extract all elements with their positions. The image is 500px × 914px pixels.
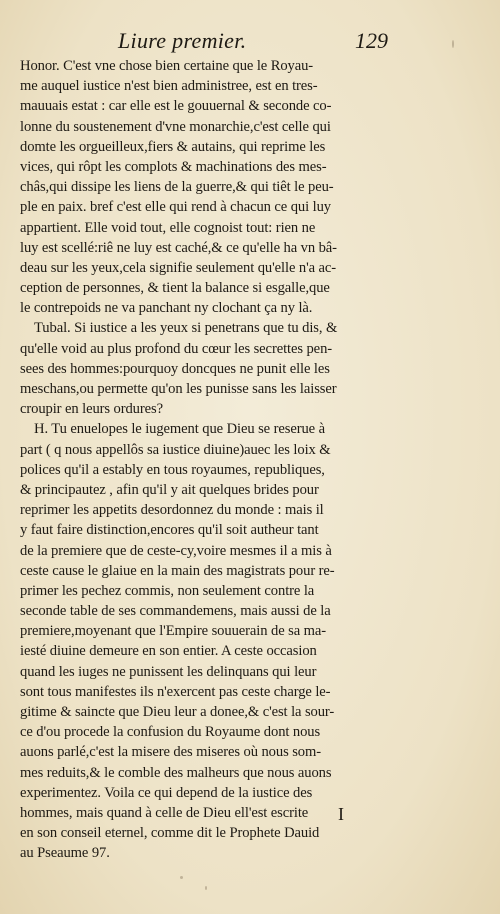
text-line: premiere,moyenant que l'Empire souuerain de sa ma- bbox=[20, 623, 327, 640]
running-title: Liure premier. bbox=[118, 28, 247, 53]
body-text bbox=[20, 56, 392, 864]
text-line: ce d'ou procede la confusion du Royaume dont nous bbox=[20, 724, 321, 741]
text-line: gitime & saincte que Dieu leur a donee,& c'est la sour- bbox=[20, 704, 335, 720]
page-number: 129 bbox=[355, 28, 388, 53]
catchword: I bbox=[338, 804, 344, 824]
text-line: ple en paix. bref c'est elle qui rend à chacun ce qui luy bbox=[20, 199, 331, 216]
text-line: châs,qui dissipe les liens de la guerre,& qui tiêt le peu- bbox=[20, 179, 334, 196]
text-line: deau sur les yeux,cela signifie seulement qu'elle n'a ac- bbox=[20, 259, 337, 276]
text-line: le contrepoids ne va panchant ny clochant ça ny là. bbox=[20, 300, 313, 317]
text-line: primer les pechez commis, non seulement contre la bbox=[20, 582, 315, 599]
text-line: quand les iuges ne punissent les delinquans qui leur bbox=[20, 663, 317, 680]
text-line: iesté diuine demeure en son entier. A ceste occasion bbox=[20, 643, 317, 660]
text-line: seconde table de ses commandemens, mais aussi de la bbox=[20, 603, 331, 620]
text-line: ception de personnes, & tient la balance si esgalle,que bbox=[20, 280, 330, 297]
paper-speckle bbox=[205, 886, 207, 890]
text-line: luy est scellé:riê ne luy est caché,& ce qu'elle ha vn bâ- bbox=[20, 239, 337, 256]
text-line: sees des hommes:pourquoy doncques ne punit elle les bbox=[20, 360, 330, 377]
text-line: mauuais estat : car elle est le gouuernal & seconde co- bbox=[20, 98, 332, 115]
text-line: croupir en leurs ordures? bbox=[20, 401, 163, 418]
text-line: au Pseaume 97. bbox=[20, 845, 110, 862]
text-line: reprimer les appetits desordonnez du monde : mais il bbox=[20, 502, 324, 519]
text-line: auons parlé,c'est la misere des miseres où nous som- bbox=[20, 744, 321, 761]
text-line: y faut faire distinction,encores qu'il soit autheur tant bbox=[20, 522, 319, 539]
page-header bbox=[118, 28, 388, 54]
text-line: qu'elle void au plus profond du cœur les secrettes pen- bbox=[20, 340, 333, 357]
text-line: H. Tu enuelopes le iugement que Dieu se reserue à bbox=[34, 421, 325, 438]
text-line: domte les orgueilleux,fiers & autains, qui reprime les bbox=[20, 138, 326, 155]
text-line: de la premiere que de ceste-cy,voire mesmes il a mis à bbox=[20, 542, 332, 559]
text-line: experimentez. Voila ce qui depend de la iustice des bbox=[20, 784, 313, 801]
text-line: part ( q nous appellôs sa iustice diuine)auec les loix & bbox=[20, 441, 331, 458]
text-line: ceste cause le glaiue en la main des magistrats pour re- bbox=[20, 562, 335, 579]
text-line: vices, qui rôpt les complots & machinations des mes- bbox=[20, 158, 327, 175]
paper-speckle bbox=[180, 876, 183, 879]
text-line: hommes, mais quand à celle de Dieu ell'est escrite bbox=[20, 804, 309, 821]
text-line: meschans,ou permette qu'on les punisse sans les laisser bbox=[20, 381, 337, 397]
text-line: Honor. C'est vne chose bien certaine que le Royau- bbox=[20, 58, 314, 74]
text-line: Tubal. Si iustice a les yeux si penetrans que tu dis, & bbox=[34, 320, 338, 337]
text-line: lonne du soustenement d'vne monarchie,c'est celle qui bbox=[20, 118, 331, 135]
paper-speckle bbox=[452, 40, 454, 48]
text-line: en son conseil eternel, comme dit le Prophete Dauid bbox=[20, 825, 320, 842]
text-line: appartient. Elle void tout, elle cognoist tout: rien ne bbox=[20, 219, 316, 236]
text-line: polices qu'il a estably en tous royaumes, republiques, bbox=[20, 461, 325, 478]
text-line: sont tous manifestes ils n'exercent pas ceste charge le- bbox=[20, 683, 331, 700]
text-line: me auquel iustice n'est bien administree, est en tres- bbox=[20, 78, 318, 95]
text-line: & principautez , afin qu'il y ait quelques brides pour bbox=[20, 481, 319, 498]
text-line: mes reduits,& le comble des malheurs que nous auons bbox=[20, 764, 332, 781]
